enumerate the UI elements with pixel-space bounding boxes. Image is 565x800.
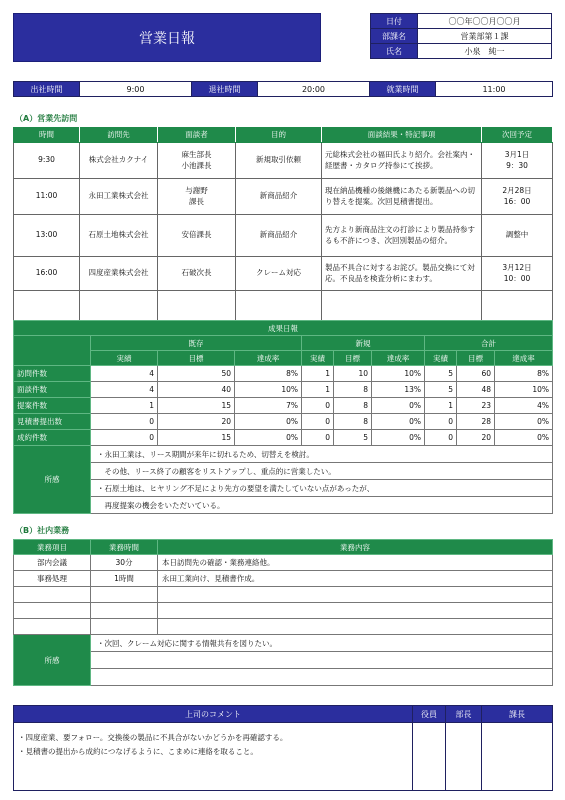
internal-content[interactable]: 永田工業向け、見積書作成。 [158,571,553,587]
results-cell[interactable]: 8% [495,366,553,382]
clock-in-label: 出社時間 [14,82,80,97]
department-field[interactable]: 営業部第１課 [418,29,552,44]
comments-body-row [14,723,553,791]
results-cell[interactable]: 10% [495,382,553,398]
internal-header-row [14,540,553,555]
results-cell[interactable]: 40 [158,382,235,398]
visit-next[interactable]: 2月28日 16：00 [482,179,553,215]
results-row-label: 見積書提出数 [14,414,91,430]
visit-result[interactable]: 現在納品機種の後継機にあたる新製品への切り替えを提案。次回見積書提出。 [322,179,482,215]
results-row-label: 訪問件数 [14,366,91,382]
col-item: 業務項目 [14,540,91,555]
stamp-section-chief[interactable] [482,723,553,791]
role-section-chief: 課長 [482,706,553,723]
results-memo-label: 所感 [14,446,91,514]
results-cell[interactable]: 0% [372,398,425,414]
department-row [371,29,552,44]
results-cell[interactable]: 8 [334,414,372,430]
results-memo-row [14,497,553,514]
col-purpose: 目的 [236,128,322,143]
clock-in-field[interactable]: 9:00 [80,82,192,97]
internal-memo-row [14,635,553,652]
visit-person[interactable]: 与謝野 課長 [158,179,236,215]
visit-person[interactable]: 石破次長 [158,257,236,291]
internal-item[interactable]: 部内会議 [14,555,91,571]
department-label: 部課名 [371,29,418,44]
name-field[interactable]: 小泉 純一 [418,44,552,59]
results-cell[interactable]: 0% [372,414,425,430]
internal-section-label: （B）社内業務 [15,526,70,535]
results-cell[interactable]: 5 [334,430,372,446]
results-cell[interactable]: 7% [235,398,302,414]
date-field[interactable]: 〇〇年〇〇月〇〇月 [418,14,552,29]
sub-actual: 実績 [91,351,158,366]
internal-row [14,603,553,619]
visit-purpose[interactable]: クレーム対応 [236,257,322,291]
results-memo-line[interactable]: 再度提案の機会をいただいている。 [91,497,553,514]
comment-line: ・四度産業、要フォロー。交換後の製品に不具合がないかどうかを再確認する。 [18,733,288,742]
visit-result[interactable]: 元総株式会社の福田氏より紹介。会社案内・経歴書・カタログ持参にて挨拶。 [322,143,482,179]
results-cell[interactable]: 1 [302,382,334,398]
stamp-executive[interactable] [413,723,446,791]
results-memo-row [14,463,553,480]
internal-row [14,555,553,571]
visits-header-row [14,128,553,143]
sub-rate: 達成率 [495,351,553,366]
internal-row [14,587,553,603]
comments-header-row [14,706,553,723]
results-cell[interactable]: 10% [372,366,425,382]
visit-next[interactable]: 3月1日 9：30 [482,143,553,179]
results-memo-line[interactable]: その他、リース終了の顧客をリストアップし、重点的に営業したい。 [91,463,553,480]
internal-memo-line[interactable] [91,652,553,669]
results-cell[interactable]: 5 [425,366,457,382]
visit-time[interactable]: 13:00 [14,215,80,257]
visit-row [14,143,553,179]
date-label: 日付 [371,14,418,29]
visit-time[interactable]: 11:00 [14,179,80,215]
comment-line: ・見積書の提出から成約につなげるように、こまめに連絡を取ること。 [18,747,258,757]
internal-memo-label: 所感 [14,635,91,686]
visits-section-label: （A）営業先訪問 [15,114,78,123]
internal-item[interactable] [14,587,91,603]
comments-title: 上司のコメント [14,706,413,723]
internal-content[interactable] [158,603,553,619]
results-cell[interactable]: 5 [425,382,457,398]
results-row [14,382,553,398]
work-hours-field[interactable]: 11:00 [436,82,553,97]
results-title: 成果日報 [14,321,553,336]
internal-content[interactable] [158,619,553,635]
internal-item[interactable]: 事務処理 [14,571,91,587]
results-cell[interactable]: 1 [91,398,158,414]
results-cell[interactable]: 20 [457,430,495,446]
col-result: 面談結果・特記事項 [322,128,482,143]
results-subheader-row [14,351,553,366]
visit-next[interactable] [482,291,553,321]
results-cell[interactable]: 15 [158,398,235,414]
results-cell[interactable]: 1 [425,398,457,414]
role-executive: 役員 [413,706,446,723]
visit-result[interactable] [322,291,482,321]
results-cell[interactable]: 28 [457,414,495,430]
visit-client[interactable]: 株式会社カクナイ [80,143,158,179]
visit-purpose[interactable]: 新規取引依頼 [236,143,322,179]
supervisor-comments-table [13,705,553,791]
internal-content[interactable] [158,587,553,603]
internal-content[interactable]: 本日訪問先の確認・業務連絡他。 [158,555,553,571]
internal-hours[interactable]: 1時間 [91,571,158,587]
group-new: 新規 [302,336,425,351]
visit-result[interactable]: 先方より新商品注文の打診により製品持参するも不許につき、次回別製品の紹介。 [322,215,482,257]
visit-person[interactable] [158,291,236,321]
visit-row [14,179,553,215]
name-label: 氏名 [371,44,418,59]
page-title: 営業日報 [13,13,321,62]
internal-item[interactable] [14,603,91,619]
results-cell[interactable]: 0% [235,414,302,430]
sub-target: 目標 [334,351,372,366]
results-row-label: 面談件数 [14,382,91,398]
role-manager: 部長 [446,706,482,723]
visit-client[interactable] [80,291,158,321]
results-memo-row [14,480,553,497]
internal-row [14,619,553,635]
internal-work-table [13,539,553,686]
results-cell[interactable]: 8 [334,382,372,398]
results-table [13,320,553,514]
visit-person[interactable]: 安倍課長 [158,215,236,257]
results-cell[interactable]: 15 [158,430,235,446]
col-next: 次回予定 [482,128,553,143]
results-row [14,366,553,382]
visits-table [13,127,553,321]
group-existing: 既存 [91,336,302,351]
results-row [14,430,553,446]
visit-person[interactable]: 麻生部長 小池課長 [158,143,236,179]
results-cell[interactable]: 0 [302,414,334,430]
results-cell[interactable]: 50 [158,366,235,382]
results-cell[interactable]: 0 [91,430,158,446]
name-row [371,44,552,59]
sub-actual: 実績 [302,351,334,366]
work-hours-label: 就業時間 [370,82,436,97]
visit-client[interactable]: 石原土地株式会社 [80,215,158,257]
sub-rate: 達成率 [235,351,302,366]
report-info-table [370,13,552,59]
internal-hours[interactable] [91,619,158,635]
results-cell[interactable]: 10 [334,366,372,382]
results-cell[interactable]: 0% [495,430,553,446]
results-cell[interactable]: 1 [302,366,334,382]
visit-client[interactable]: 四度産業株式会社 [80,257,158,291]
col-person: 面談者 [158,128,236,143]
sub-target: 目標 [457,351,495,366]
results-cell[interactable]: 20 [158,414,235,430]
visit-time[interactable]: 9:30 [14,143,80,179]
results-cell[interactable]: 4 [91,382,158,398]
sub-rate: 達成率 [372,351,425,366]
visit-purpose[interactable] [236,291,322,321]
results-row [14,398,553,414]
results-cell[interactable]: 0 [425,414,457,430]
internal-hours[interactable] [91,603,158,619]
clock-out-label: 退社時間 [192,82,258,97]
results-cell[interactable]: 0 [91,414,158,430]
internal-row [14,571,553,587]
visit-row [14,291,553,321]
results-memo-line[interactable]: ・永田工業は、リース期間が来年に切れるため、切替えを検討。 [91,446,553,463]
visit-next[interactable]: 3月12日 10：00 [482,257,553,291]
internal-hours[interactable]: 30分 [91,555,158,571]
group-total: 合計 [425,336,553,351]
results-cell[interactable]: 4% [495,398,553,414]
col-time: 時間 [14,128,80,143]
results-cell[interactable]: 0% [372,430,425,446]
visit-time[interactable] [14,291,80,321]
visit-next[interactable]: 調整中 [482,215,553,257]
comments-body[interactable] [14,723,413,791]
date-row [371,14,552,29]
results-cell[interactable]: 0% [235,430,302,446]
visit-row [14,215,553,257]
results-cell[interactable]: 10% [235,382,302,398]
results-memo-row [14,446,553,463]
internal-item[interactable] [14,619,91,635]
internal-memo-row [14,652,553,669]
results-row [14,414,553,430]
results-cell[interactable]: 13% [372,382,425,398]
internal-memo-row [14,669,553,686]
visit-purpose[interactable]: 新商品紹介 [236,215,322,257]
col-client: 訪問先 [80,128,158,143]
results-cell[interactable]: 48 [457,382,495,398]
work-time-table [13,81,553,97]
results-cell[interactable]: 8 [334,398,372,414]
sub-target: 目標 [158,351,235,366]
clock-out-field[interactable]: 20:00 [258,82,370,97]
results-cell[interactable]: 0 [425,430,457,446]
results-cell[interactable]: 4 [91,366,158,382]
visit-result[interactable]: 製品不具合に対するお詫び。製品交換にて対応。不良品を検査分析にまわす。 [322,257,482,291]
sub-actual: 実績 [425,351,457,366]
results-row-label: 提案件数 [14,398,91,414]
results-cell[interactable]: 0 [302,430,334,446]
visit-row [14,257,553,291]
internal-hours[interactable] [91,587,158,603]
results-corner [14,336,91,366]
results-cell[interactable]: 8% [235,366,302,382]
results-row-label: 成約件数 [14,430,91,446]
col-hours: 業務時間 [91,540,158,555]
results-cell[interactable]: 0% [495,414,553,430]
results-memo-line[interactable]: ・石原土地は、ヒヤリング不足により先方の要望を満たしていない点があったが、 [91,480,553,497]
internal-memo-line[interactable] [91,669,553,686]
results-title-row [14,321,553,336]
results-cell[interactable]: 60 [457,366,495,382]
results-group-row [14,336,553,351]
results-cell[interactable]: 23 [457,398,495,414]
col-content: 業務内容 [158,540,553,555]
visit-client[interactable]: 永田工業株式会社 [80,179,158,215]
results-cell[interactable]: 0 [302,398,334,414]
stamp-manager[interactable] [446,723,482,791]
visit-purpose[interactable]: 新商品紹介 [236,179,322,215]
visit-time[interactable]: 16:00 [14,257,80,291]
internal-memo-line[interactable]: ・次回、クレーム対応に関する情報共有を図りたい。 [91,635,553,652]
